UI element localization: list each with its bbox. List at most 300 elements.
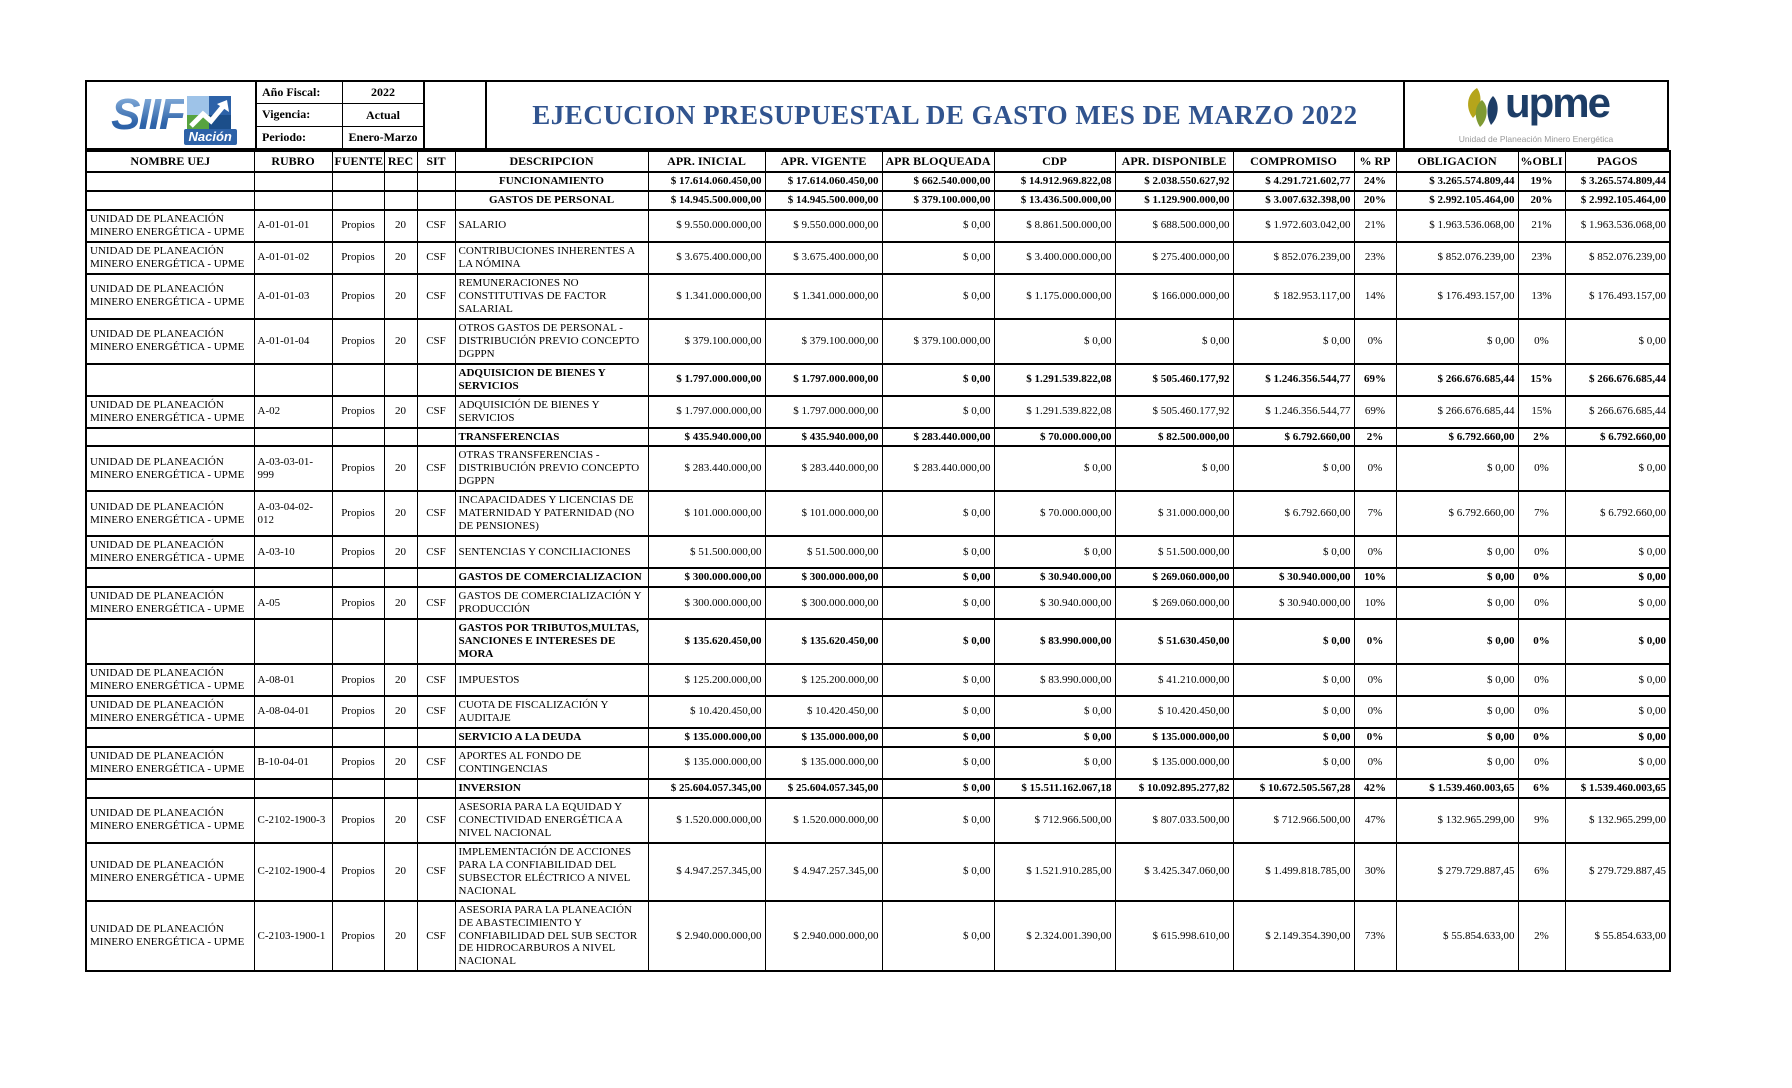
cell-obligacion: $ 0,00 [1396, 319, 1518, 364]
cell-nombre-uej: UNIDAD DE PLANEACIÓN MINERO ENERGÉTICA - UPME [86, 242, 254, 274]
cell-pct-obli: 2% [1518, 428, 1565, 447]
cell-apr-vigente: $ 9.550.000.000,00 [765, 210, 882, 242]
col-header-pagos: PAGOS [1565, 151, 1670, 172]
cell-apr-disponible: $ 0,00 [1115, 319, 1233, 364]
cell-descripcion: SERVICIO A LA DEUDA [455, 728, 648, 747]
upme-logo-wrap [1458, 79, 1614, 144]
cell-apr-inicial: $ 3.675.400.000,00 [648, 242, 765, 274]
cell-apr-disponible: $ 807.033.500,00 [1115, 798, 1233, 843]
cell-sit: CSF [417, 587, 455, 619]
cell-pct-obli: 6% [1518, 779, 1565, 798]
cell-apr-bloqueada: $ 0,00 [882, 587, 994, 619]
cell-fuente [332, 428, 384, 447]
cell-apr-vigente: $ 135.000.000,00 [765, 728, 882, 747]
cell-rubro: B-10-04-01 [254, 747, 332, 779]
cell-sit [417, 728, 455, 747]
cell-compromiso: $ 0,00 [1233, 664, 1354, 696]
cell-pct-rp: 47% [1354, 798, 1396, 843]
cell-pct-rp: 0% [1354, 319, 1396, 364]
cell-pagos: $ 3.265.574.809,44 [1565, 172, 1670, 191]
cell-obligacion: $ 132.965.299,00 [1396, 798, 1518, 843]
vigencia-row [257, 104, 423, 126]
table-row [86, 274, 1670, 319]
cell-pagos: $ 2.992.105.464,00 [1565, 191, 1670, 210]
cell-compromiso: $ 1.972.603.042,00 [1233, 210, 1354, 242]
cell-rec [384, 364, 417, 396]
cell-compromiso: $ 0,00 [1233, 319, 1354, 364]
cell-pagos: $ 0,00 [1565, 619, 1670, 664]
cell-descripcion: APORTES AL FONDO DE CONTINGENCIAS [455, 747, 648, 779]
cell-pagos: $ 6.792.660,00 [1565, 491, 1670, 536]
table-row [86, 696, 1670, 728]
cell-descripcion: INCAPACIDADES Y LICENCIAS DE MATERNIDAD Y PATERNIDAD (NO DE PENSIONES) [455, 491, 648, 536]
cell-rec: 20 [384, 696, 417, 728]
cell-rubro: A-03-03-01-999 [254, 446, 332, 491]
cell-obligacion: $ 266.676.685,44 [1396, 364, 1518, 396]
cell-sit: CSF [417, 491, 455, 536]
cell-fuente: Propios [332, 747, 384, 779]
cell-sit [417, 619, 455, 664]
report-info-block [257, 82, 425, 148]
cell-cdp: $ 14.912.969.822,08 [994, 172, 1115, 191]
table-body [86, 172, 1670, 971]
cell-sit: CSF [417, 747, 455, 779]
cell-obligacion: $ 0,00 [1396, 587, 1518, 619]
cell-rec [384, 568, 417, 587]
cell-cdp: $ 712.966.500,00 [994, 798, 1115, 843]
cell-descripcion: ASESORIA PARA LA PLANEACIÓN DE ABASTECIMIENTO Y CONFIABILIDAD DEL SUB SECTOR DE HIDROCARBUROS A NIVEL NACIONAL [455, 901, 648, 972]
cell-pct-rp: 42% [1354, 779, 1396, 798]
header-spacer [425, 82, 487, 148]
section-total-row [86, 364, 1670, 396]
cell-apr-inicial: $ 135.000.000,00 [648, 747, 765, 779]
cell-descripcion: SENTENCIAS Y CONCILIACIONES [455, 536, 648, 568]
cell-compromiso: $ 852.076.239,00 [1233, 242, 1354, 274]
cell-descripcion: REMUNERACIONES NO CONSTITUTIVAS DE FACTOR SALARIAL [455, 274, 648, 319]
cell-cdp: $ 83.990.000,00 [994, 664, 1115, 696]
cell-compromiso: $ 0,00 [1233, 696, 1354, 728]
cell-pct-rp: 69% [1354, 396, 1396, 428]
cell-sit [417, 364, 455, 396]
cell-descripcion: CONTRIBUCIONES INHERENTES A LA NÓMINA [455, 242, 648, 274]
cell-obligacion: $ 0,00 [1396, 536, 1518, 568]
table-row [86, 491, 1670, 536]
cell-apr-inicial: $ 4.947.257.345,00 [648, 843, 765, 901]
cell-nombre-uej [86, 428, 254, 447]
cell-compromiso: $ 1.499.818.785,00 [1233, 843, 1354, 901]
cell-apr-disponible: $ 615.998.610,00 [1115, 901, 1233, 972]
cell-obligacion: $ 1.963.536.068,00 [1396, 210, 1518, 242]
cell-compromiso: $ 0,00 [1233, 536, 1354, 568]
cell-rec: 20 [384, 319, 417, 364]
cell-pagos: $ 279.729.887,45 [1565, 843, 1670, 901]
section-total-row [86, 619, 1670, 664]
cell-rec [384, 728, 417, 747]
cell-compromiso: $ 4.291.721.602,77 [1233, 172, 1354, 191]
cell-descripcion: IMPUESTOS [455, 664, 648, 696]
cell-rubro: A-03-04-02-012 [254, 491, 332, 536]
cell-apr-bloqueada: $ 0,00 [882, 210, 994, 242]
table-row [86, 536, 1670, 568]
cell-pagos: $ 132.965.299,00 [1565, 798, 1670, 843]
cell-nombre-uej [86, 191, 254, 210]
col-header-cdp: CDP [994, 151, 1115, 172]
cell-obligacion: $ 0,00 [1396, 728, 1518, 747]
cell-compromiso: $ 1.246.356.544,77 [1233, 364, 1354, 396]
cell-apr-disponible: $ 31.000.000,00 [1115, 491, 1233, 536]
cell-fuente: Propios [332, 396, 384, 428]
cell-apr-bloqueada: $ 662.540.000,00 [882, 172, 994, 191]
cell-fuente: Propios [332, 901, 384, 972]
cell-pct-rp: 69% [1354, 364, 1396, 396]
cell-fuente: Propios [332, 491, 384, 536]
cell-apr-bloqueada: $ 379.100.000,00 [882, 319, 994, 364]
cell-pct-rp: 0% [1354, 446, 1396, 491]
cell-pagos: $ 0,00 [1565, 728, 1670, 747]
cell-rec: 20 [384, 843, 417, 901]
cell-fuente [332, 619, 384, 664]
cell-apr-vigente: $ 135.620.450,00 [765, 619, 882, 664]
cell-pct-rp: 0% [1354, 619, 1396, 664]
col-header-apr-disponible: APR. DISPONIBLE [1115, 151, 1233, 172]
cell-apr-disponible: $ 51.630.450,00 [1115, 619, 1233, 664]
cell-apr-vigente: $ 300.000.000,00 [765, 568, 882, 587]
cell-pct-obli: 0% [1518, 696, 1565, 728]
col-header-pct-rp: % RP [1354, 151, 1396, 172]
section-total-row [86, 568, 1670, 587]
cell-nombre-uej [86, 779, 254, 798]
cell-apr-vigente: $ 3.675.400.000,00 [765, 242, 882, 274]
cell-nombre-uej: UNIDAD DE PLANEACIÓN MINERO ENERGÉTICA - UPME [86, 747, 254, 779]
cell-compromiso: $ 712.966.500,00 [1233, 798, 1354, 843]
cell-nombre-uej: UNIDAD DE PLANEACIÓN MINERO ENERGÉTICA - UPME [86, 587, 254, 619]
cell-rec: 20 [384, 664, 417, 696]
cell-fuente [332, 364, 384, 396]
cell-rubro: A-05 [254, 587, 332, 619]
table-row [86, 319, 1670, 364]
cell-pct-obli: 0% [1518, 319, 1565, 364]
cell-cdp: $ 1.291.539.822,08 [994, 396, 1115, 428]
cell-sit: CSF [417, 274, 455, 319]
cell-pct-obli: 0% [1518, 568, 1565, 587]
cell-obligacion: $ 0,00 [1396, 664, 1518, 696]
table-header [86, 151, 1670, 172]
cell-fuente [332, 191, 384, 210]
cell-pct-obli: 0% [1518, 587, 1565, 619]
cell-rec [384, 779, 417, 798]
cell-apr-vigente: $ 135.000.000,00 [765, 747, 882, 779]
cell-cdp: $ 3.400.000.000,00 [994, 242, 1115, 274]
cell-apr-bloqueada: $ 0,00 [882, 364, 994, 396]
cell-pagos: $ 1.539.460.003,65 [1565, 779, 1670, 798]
cell-apr-vigente: $ 4.947.257.345,00 [765, 843, 882, 901]
col-header-apr-vigente: APR. VIGENTE [765, 151, 882, 172]
report-sheet [85, 80, 1669, 972]
table-row [86, 210, 1670, 242]
cell-apr-inicial: $ 283.440.000,00 [648, 446, 765, 491]
cell-nombre-uej [86, 172, 254, 191]
cell-cdp: $ 30.940.000,00 [994, 568, 1115, 587]
cell-nombre-uej: UNIDAD DE PLANEACIÓN MINERO ENERGÉTICA - UPME [86, 319, 254, 364]
cell-nombre-uej: UNIDAD DE PLANEACIÓN MINERO ENERGÉTICA - UPME [86, 536, 254, 568]
vigencia-value: Actual [366, 107, 400, 122]
table-row [86, 798, 1670, 843]
periodo-label: Periodo: [257, 127, 343, 148]
cell-nombre-uej: UNIDAD DE PLANEACIÓN MINERO ENERGÉTICA - UPME [86, 901, 254, 972]
cell-apr-inicial: $ 1.520.000.000,00 [648, 798, 765, 843]
page-title: EJECUCION PRESUPUESTAL DE GASTO MES DE MARZO 2022 [532, 99, 1358, 130]
header-band [85, 80, 1669, 150]
cell-apr-disponible: $ 269.060.000,00 [1115, 587, 1233, 619]
cell-apr-vigente: $ 300.000.000,00 [765, 587, 882, 619]
section-total-row [86, 428, 1670, 447]
cell-compromiso: $ 30.940.000,00 [1233, 568, 1354, 587]
cell-cdp: $ 13.436.500.000,00 [994, 191, 1115, 210]
cell-apr-vigente: $ 10.420.450,00 [765, 696, 882, 728]
cell-cdp: $ 0,00 [994, 536, 1115, 568]
cell-descripcion: ASESORIA PARA LA EQUIDAD Y CONECTIVIDAD ENERGÉTICA A NIVEL NACIONAL [455, 798, 648, 843]
cell-apr-inicial: $ 1.797.000.000,00 [648, 396, 765, 428]
cell-rec: 20 [384, 446, 417, 491]
table-row [86, 242, 1670, 274]
section-total-row [86, 728, 1670, 747]
cell-obligacion: $ 2.992.105.464,00 [1396, 191, 1518, 210]
cell-rubro: A-01-01-04 [254, 319, 332, 364]
cell-descripcion: FUNCIONAMIENTO [455, 172, 648, 191]
cell-rubro [254, 172, 332, 191]
cell-pagos: $ 0,00 [1565, 568, 1670, 587]
cell-apr-bloqueada: $ 0,00 [882, 901, 994, 972]
cell-rubro [254, 779, 332, 798]
cell-obligacion: $ 3.265.574.809,44 [1396, 172, 1518, 191]
cell-pct-rp: 24% [1354, 172, 1396, 191]
cell-pct-rp: 30% [1354, 843, 1396, 901]
fiscal-year-row [257, 82, 423, 104]
cell-pct-obli: 0% [1518, 536, 1565, 568]
cell-pct-obli: 0% [1518, 664, 1565, 696]
cell-pct-obli: 15% [1518, 364, 1565, 396]
cell-fuente: Propios [332, 696, 384, 728]
cell-apr-disponible: $ 3.425.347.060,00 [1115, 843, 1233, 901]
cell-apr-bloqueada: $ 0,00 [882, 798, 994, 843]
section-total-row [86, 191, 1670, 210]
cell-cdp: $ 83.990.000,00 [994, 619, 1115, 664]
cell-rubro [254, 191, 332, 210]
col-header-apr-inicial: APR. INICIAL [648, 151, 765, 172]
cell-rec: 20 [384, 396, 417, 428]
upme-logo-text: upme [1504, 79, 1609, 126]
cell-cdp: $ 0,00 [994, 319, 1115, 364]
cell-descripcion: INVERSION [455, 779, 648, 798]
cell-cdp: $ 15.511.162.067,18 [994, 779, 1115, 798]
section-total-row [86, 779, 1670, 798]
col-header-rubro: RUBRO [254, 151, 332, 172]
cell-rubro [254, 619, 332, 664]
cell-pct-obli: 0% [1518, 446, 1565, 491]
cell-pct-rp: 10% [1354, 568, 1396, 587]
cell-sit: CSF [417, 843, 455, 901]
cell-descripcion: ADQUISICIÓN DE BIENES Y SERVICIOS [455, 396, 648, 428]
table-row [86, 446, 1670, 491]
budget-table [85, 150, 1671, 972]
cell-rec: 20 [384, 491, 417, 536]
cell-pct-rp: 0% [1354, 728, 1396, 747]
cell-apr-inicial: $ 125.200.000,00 [648, 664, 765, 696]
cell-rec [384, 172, 417, 191]
cell-apr-bloqueada: $ 0,00 [882, 664, 994, 696]
cell-cdp: $ 0,00 [994, 446, 1115, 491]
upme-tagline: Unidad de Planeación Minero Energética [1458, 134, 1614, 144]
cell-pct-rp: 10% [1354, 587, 1396, 619]
cell-rec: 20 [384, 587, 417, 619]
cell-sit [417, 172, 455, 191]
siif-logo [87, 82, 257, 148]
cell-compromiso: $ 30.940.000,00 [1233, 587, 1354, 619]
cell-apr-disponible: $ 505.460.177,92 [1115, 364, 1233, 396]
cell-compromiso: $ 6.792.660,00 [1233, 491, 1354, 536]
cell-apr-bloqueada: $ 0,00 [882, 619, 994, 664]
cell-pagos: $ 0,00 [1565, 664, 1670, 696]
cell-apr-bloqueada: $ 0,00 [882, 843, 994, 901]
cell-pagos: $ 0,00 [1565, 696, 1670, 728]
cell-fuente: Propios [332, 587, 384, 619]
cell-sit: CSF [417, 396, 455, 428]
cell-sit [417, 568, 455, 587]
cell-descripcion: TRANSFERENCIAS [455, 428, 648, 447]
cell-apr-disponible: $ 275.400.000,00 [1115, 242, 1233, 274]
cell-nombre-uej [86, 728, 254, 747]
cell-cdp: $ 70.000.000,00 [994, 491, 1115, 536]
cell-rubro [254, 568, 332, 587]
cell-rubro: A-08-04-01 [254, 696, 332, 728]
cell-rubro: A-03-10 [254, 536, 332, 568]
cell-apr-disponible: $ 135.000.000,00 [1115, 747, 1233, 779]
cell-apr-bloqueada: $ 0,00 [882, 396, 994, 428]
cell-pct-obli: 23% [1518, 242, 1565, 274]
cell-fuente: Propios [332, 536, 384, 568]
siif-logo-wrap [111, 90, 232, 144]
cell-apr-inicial: $ 435.940.000,00 [648, 428, 765, 447]
cell-apr-vigente: $ 101.000.000,00 [765, 491, 882, 536]
table-row [86, 664, 1670, 696]
cell-nombre-uej: UNIDAD DE PLANEACIÓN MINERO ENERGÉTICA - UPME [86, 696, 254, 728]
table-row [86, 901, 1670, 972]
cell-compromiso: $ 0,00 [1233, 728, 1354, 747]
cell-obligacion: $ 176.493.157,00 [1396, 274, 1518, 319]
cell-cdp: $ 1.521.910.285,00 [994, 843, 1115, 901]
cell-sit [417, 428, 455, 447]
cell-pct-rp: 21% [1354, 210, 1396, 242]
col-header-pct-obli: %OBLI [1518, 151, 1565, 172]
cell-apr-inicial: $ 101.000.000,00 [648, 491, 765, 536]
cell-rubro: A-02 [254, 396, 332, 428]
siif-nacion-badge: Nación [184, 129, 237, 145]
fiscal-year-value: 2022 [371, 85, 395, 100]
cell-apr-inicial: $ 300.000.000,00 [648, 587, 765, 619]
cell-descripcion: GASTOS DE COMERCIALIZACION [455, 568, 648, 587]
cell-sit: CSF [417, 210, 455, 242]
cell-apr-inicial: $ 14.945.500.000,00 [648, 191, 765, 210]
cell-compromiso: $ 0,00 [1233, 747, 1354, 779]
cell-rec [384, 191, 417, 210]
cell-rec: 20 [384, 901, 417, 972]
cell-descripcion: GASTOS POR TRIBUTOS,MULTAS, SANCIONES E INTERESES DE MORA [455, 619, 648, 664]
cell-rubro: C-2103-1900-1 [254, 901, 332, 972]
cell-apr-bloqueada: $ 0,00 [882, 747, 994, 779]
cell-apr-disponible: $ 1.129.900.000,00 [1115, 191, 1233, 210]
cell-apr-vigente: $ 1.797.000.000,00 [765, 396, 882, 428]
cell-pagos: $ 0,00 [1565, 536, 1670, 568]
cell-apr-inicial: $ 51.500.000,00 [648, 536, 765, 568]
col-header-sit: SIT [417, 151, 455, 172]
cell-descripcion: OTRAS TRANSFERENCIAS - DISTRIBUCIÓN PREVIO CONCEPTO DGPPN [455, 446, 648, 491]
cell-apr-bloqueada: $ 0,00 [882, 242, 994, 274]
cell-obligacion: $ 0,00 [1396, 446, 1518, 491]
cell-cdp: $ 1.291.539.822,08 [994, 364, 1115, 396]
cell-pct-rp: 73% [1354, 901, 1396, 972]
siif-logo-text: SIIF [111, 90, 184, 139]
cell-nombre-uej: UNIDAD DE PLANEACIÓN MINERO ENERGÉTICA - UPME [86, 491, 254, 536]
cell-apr-vigente: $ 379.100.000,00 [765, 319, 882, 364]
cell-nombre-uej: UNIDAD DE PLANEACIÓN MINERO ENERGÉTICA - UPME [86, 798, 254, 843]
cell-nombre-uej [86, 619, 254, 664]
cell-compromiso: $ 10.672.505.567,28 [1233, 779, 1354, 798]
cell-apr-bloqueada: $ 0,00 [882, 696, 994, 728]
cell-pct-rp: 23% [1354, 242, 1396, 274]
cell-apr-inicial: $ 379.100.000,00 [648, 319, 765, 364]
cell-fuente: Propios [332, 210, 384, 242]
cell-rec: 20 [384, 210, 417, 242]
periodo-row [257, 127, 423, 148]
cell-apr-inicial: $ 135.620.450,00 [648, 619, 765, 664]
cell-fuente: Propios [332, 274, 384, 319]
cell-apr-vigente: $ 1.341.000.000,00 [765, 274, 882, 319]
cell-rec [384, 619, 417, 664]
table-row [86, 396, 1670, 428]
col-header-nombre-uej: NOMBRE UEJ [86, 151, 254, 172]
table-row [86, 587, 1670, 619]
cell-fuente: Propios [332, 319, 384, 364]
cell-obligacion: $ 266.676.685,44 [1396, 396, 1518, 428]
cell-pagos: $ 6.792.660,00 [1565, 428, 1670, 447]
cell-fuente: Propios [332, 798, 384, 843]
cell-obligacion: $ 1.539.460.003,65 [1396, 779, 1518, 798]
cell-apr-disponible: $ 269.060.000,00 [1115, 568, 1233, 587]
cell-pagos: $ 266.676.685,44 [1565, 396, 1670, 428]
col-header-compromiso: COMPROMISO [1233, 151, 1354, 172]
cell-apr-disponible: $ 10.092.895.277,82 [1115, 779, 1233, 798]
cell-cdp: $ 70.000.000,00 [994, 428, 1115, 447]
cell-apr-bloqueada: $ 0,00 [882, 728, 994, 747]
cell-apr-bloqueada: $ 0,00 [882, 779, 994, 798]
cell-apr-inicial: $ 135.000.000,00 [648, 728, 765, 747]
col-header-rec: REC [384, 151, 417, 172]
cell-pct-rp: 14% [1354, 274, 1396, 319]
cell-rubro [254, 428, 332, 447]
cell-compromiso: $ 182.953.117,00 [1233, 274, 1354, 319]
cell-pct-rp: 0% [1354, 536, 1396, 568]
cell-apr-vigente: $ 17.614.060.450,00 [765, 172, 882, 191]
cell-fuente [332, 172, 384, 191]
cell-apr-inicial: $ 9.550.000.000,00 [648, 210, 765, 242]
cell-pct-obli: 0% [1518, 619, 1565, 664]
cell-pct-rp: 0% [1354, 747, 1396, 779]
upme-leaves-icon [1463, 86, 1505, 132]
cell-pct-obli: 20% [1518, 191, 1565, 210]
cell-nombre-uej: UNIDAD DE PLANEACIÓN MINERO ENERGÉTICA - UPME [86, 664, 254, 696]
cell-pagos: $ 176.493.157,00 [1565, 274, 1670, 319]
cell-nombre-uej: UNIDAD DE PLANEACIÓN MINERO ENERGÉTICA - UPME [86, 396, 254, 428]
